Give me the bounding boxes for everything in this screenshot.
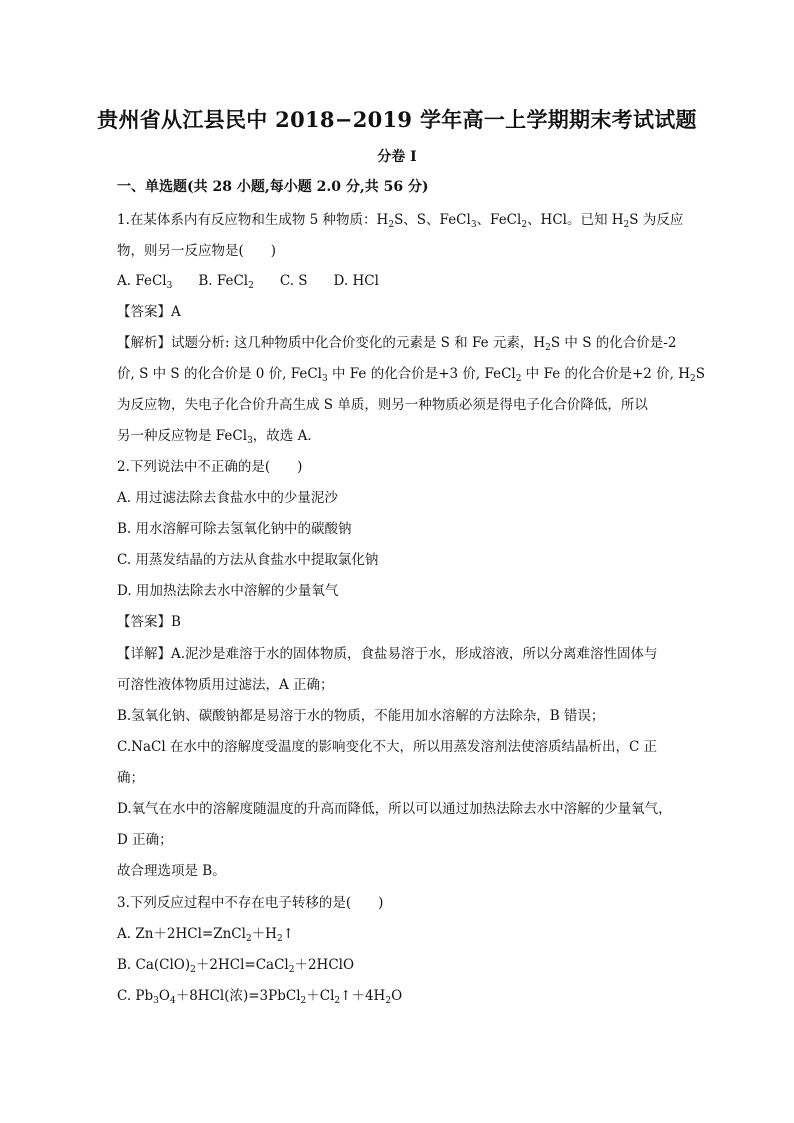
q1-explanation-line2: 价, S 中 S 的化合价是 0 价, FeCl$_3$ 中 Fe 的化合价是+3 价, FeCl$_2$ 中 Fe 的化合价是+2 价, $H_2S$: [117, 366, 706, 384]
section-subtitle: 分卷 I: [377, 149, 417, 165]
q1-option-d: D. HCl: [333, 273, 379, 289]
q2-option-b: B. 用水溶解可除去氢氧化钠中的碳酸钠: [117, 521, 352, 537]
q1-answer: 【答案】A: [117, 304, 181, 320]
q2-detail-line4: C.NaCl 在水中的溶解度受温度的影响变化不大，所以用蒸发溶剂法使溶质结晶析出，C 正: [117, 739, 658, 755]
q2-stem: 2.下列说法中不正确的是( ): [117, 459, 303, 475]
q1-option-a: A. FeCl$_3$: [117, 273, 173, 291]
q2-detail-line5: 确；: [117, 770, 144, 786]
q2-option-a: A. 用过滤法除去食盐水中的少量泥沙: [117, 490, 338, 506]
q2-detail-line2: 可溶性液体物质用过滤法，A 正确；: [117, 677, 334, 693]
q2-option-c: C. 用蒸发结晶的方法从食盐水中提取氯化钠: [117, 552, 379, 568]
q2-detail-line8: 故合理选项是 B。: [117, 863, 226, 879]
q2-answer: 【答案】B: [117, 614, 181, 630]
q3-option-a: A. $Zn+2HCl=ZnCl_2+H_2↑$: [117, 926, 295, 944]
q2-detail-line1: 【详解】A.泥沙是难溶于水的固体物质，食盐易溶于水，形成溶液，所以分离难溶性固体与: [117, 646, 658, 662]
q3-option-b: B. $Ca(ClO)_2+2HCl=CaCl_2+2HClO$: [117, 957, 355, 975]
document-title: 贵州省从江县民中 2018−2019 学年高一上学期期末考试试题: [97, 107, 697, 132]
section-heading: 一、单选题(共 28 小题,每小题 2.0 分,共 56 分): [117, 179, 429, 195]
q3-stem: 3.下列反应过程中不存在电子转移的是( ): [117, 895, 384, 911]
q2-detail-line7: D 正确；: [117, 832, 173, 848]
q1-stem-line2: 物，则另一反应物是( ): [117, 243, 277, 259]
q1-explanation-line3: 为反应物，失电子化合价升高生成 S 单质，则另一种物质必须是得电子化合价降低，所以: [117, 397, 648, 413]
q1-explanation-line4: 另一种反应物是 FeCl$_3$，故选 A．: [117, 428, 321, 446]
q2-option-d: D. 用加热法除去水中溶解的少量氧气: [117, 583, 339, 599]
q1-stem-line1: 1.在某体系内有反应物和生成物 5 种物质：$H_2S$、S、FeCl$_3$、FeCl$_2$、HCl。已知 $H_2S$ 为反应: [117, 212, 684, 230]
q3-option-c: C. $Pb_3O_4+8HCl$(浓)$=3PbCl_2+Cl_2↑+4H_2O$: [117, 988, 403, 1006]
q1-options: [117, 271, 687, 291]
q1-option-c: C. S: [279, 273, 308, 289]
q2-detail-line3: B.氢氧化钠、碳酸钠都是易溶于水的物质，不能用加水溶解的方法除杂，B 错误；: [117, 708, 605, 724]
q2-detail-line6: D.氧气在水中的溶解度随温度的升高而降低，所以可以通过加热法除去水中溶解的少量氧气，: [117, 801, 672, 817]
q1-option-b: B. FeCl$_2$: [198, 273, 254, 291]
q1-explanation-line1: 【解析】试题分析: 这几种物质中化合价变化的元素是 S 和 Fe 元素，$H_2S$ 中 S 的化合价是-2: [117, 335, 677, 353]
